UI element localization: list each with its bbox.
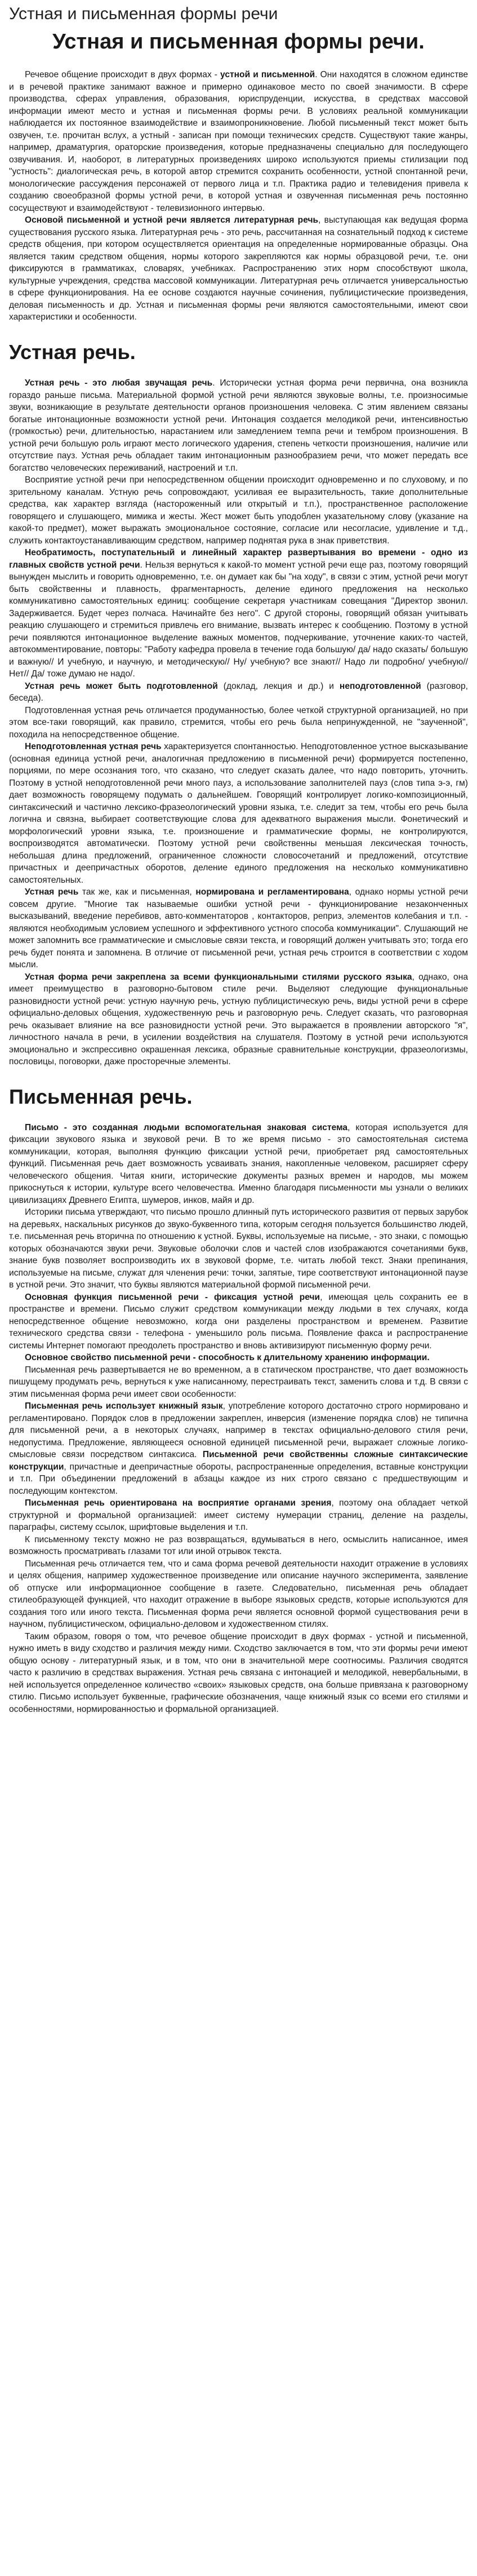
text-run: , причастные и деепричастные обороты, распространенные определения, вставные конструкции и т.п. При объединении предложений в абзацы каждое из них строго связано с предшествующим и последующим контекстом. bbox=[9, 1462, 468, 1496]
paragraph bbox=[9, 214, 468, 324]
paragraph bbox=[9, 377, 468, 474]
bold-phrase: Устная речь может быть подготовленной bbox=[25, 681, 218, 691]
text-run: , имеющая цель сохранить ее в пространстве и времени. Письмо служит средством коммуникации между людьми в тех случаях, когда непосредственное общение невозможно, когда они разделены пространством и временем. Развитие технического средства связи - телефона - уменьшило роль письма. Появление факса и распространение системы Интернет помогают преодолеть пространство и вновь активизируют письменную форму речи. bbox=[9, 1292, 468, 1351]
intro-section bbox=[9, 69, 468, 324]
bold-phrase: Устная речь bbox=[25, 887, 79, 897]
paragraph bbox=[9, 1534, 468, 1558]
text-run: . Нельзя вернуться к какой-то момент устной речи еще раз, поэтому говорящий вынужден мыслить и говорить одновременно, т.е. он думает как бы "на ходу", в связи с этим, устной речи могут быть свойственны и плавность, фрагментарность, деление единого предложения на несколько коммуникативно самостоятельных единиц: сообщение секретаря участникам совещания "Директор звонил. Задерживается. Будет через полчаса. Начинайте без него". С другой стороны, говорящий обязан учитывать реакцию слушающего и стремиться привлечь его внимание, вызвать интерес к сообщению. Поэтому в устной речи появляются интонационное выделение важных моментов, подчеркивание, уточнение каких-то частей, автокомментирование, повторы: "Работу кафедра провела в течение года большую/ да/ надо сказать/ большую и важную// И учебную, и научную, и методическую// Ну/ учебную? все знают// Надо ли подробно/ учебную// Нет// Да/ тоже думаю не надо/. bbox=[9, 560, 468, 679]
paragraph bbox=[9, 971, 468, 1068]
bold-phrase: Основой письменной и устной речи является литературная речь bbox=[25, 215, 319, 225]
paragraph bbox=[9, 1364, 468, 1401]
paragraph bbox=[9, 1558, 468, 1631]
paragraph bbox=[9, 547, 468, 680]
paragraph bbox=[9, 741, 468, 886]
text-run: , однако, она имеет преимущество в разговорно-бытовом стиле речи. Выделяют следующие функциональные разновидности устной речи: устную научную речь, устную публицистическую речь, виды устной речи в сфере официально-деловых общения, художественную речь и разговорную речь. Следует сказать, что разговорная речь оказывает влияние на все разновидности устной речи. Это выражается в проявлении авторского "я", личностного начала в речи, в усилении воздействия на слушателя. Поэтому в устной речи используются эмоционально и экспрессивно окрашенная лексика, образные сравнительные конструкции, фразеологизмы, пословицы, поговорки, даже просторечные элементы. bbox=[9, 972, 468, 1067]
text-run: Таким образом, говоря о том, что речевое общение происходит в двух формах - устной и письменной, нужно иметь в виду сходство и различия между ними. Сходство заключается в том, что эти формы речи имеют общую основу - литературный язык, и в том, что они в значительной мере соотносимы. Различия сводятся часто к различию в средствах выражения. Устная речь связана с интонацией и мелодикой, невербальными, в ней используется определенное количество «своих» языковых средств, она больше привязана к разговорному стилю. Письмо использует буквенные, графические обозначения, чаще книжный язык со всеми его стилями и особенностями, нормированностью и формальной организацией. bbox=[9, 1631, 468, 1714]
text-run: К письменному тексту можно не раз возвращаться, вдумываться в него, осмыслить написанное, имея возможность просматривать глазами тот или иной отрывок текста. bbox=[9, 1534, 468, 1557]
paragraph bbox=[9, 1497, 468, 1534]
bold-phrase: Письменная речь ориентирована на восприятие органами зрения bbox=[25, 1498, 332, 1508]
bold-phrase: устной и письменной bbox=[220, 70, 315, 80]
paragraph bbox=[9, 886, 468, 971]
bold-phrase: Письменной речи свойственны сложные синтаксические конструкции bbox=[9, 1450, 468, 1472]
text-run: Речевое общение происходит в двух формах - bbox=[25, 70, 221, 80]
bold-phrase: Устная речь - это любая звучащая речь bbox=[25, 378, 213, 388]
bold-phrase: Неподготовленная устная речь bbox=[25, 742, 162, 752]
bold-phrase: неподготовленной bbox=[339, 681, 421, 691]
bold-phrase: Основное свойство письменной речи - способность к длительному хранению информации. bbox=[25, 1353, 430, 1363]
bold-phrase: Письмо - это созданная людьми вспомогательная знаковая система bbox=[25, 1122, 348, 1132]
text-run: характеризуется спонтанностью. Неподготовленное устное высказывание (основная единица устной речи, аналогичная предложению в письменной речи) формируется постепенно, порциями, по мере осознания того, что сказано, что следует сказать далее, что надо повторить, уточнить. Поэтому в устной неподготовленной речи много пауз, а использование заполнителей пауз (слов типа э-э, гм) дает возможность говорящему подумать о дальнейшем. Говорящий контролирует логико-композиционный, синтаксический и частично лексико-фразеологический уровни языка, т.е. следит за тем, чтобы его речь была логична и связна, выбирает соответствующие слова для адекватного выражения мысли. Фонетический и морфологический уровни языка, т.е. произношение и грамматические формы, не контролируются, воспроизводятся автоматически. Поэтому устной речи свойственны меньшая лексическая точность, небольшая длина предложений, ограниченное сложности словосочетаний и предложений, отсутствие причастных и деепричастных оборотов, деление единого предложения на несколько коммуникативно самостоятельных. bbox=[9, 742, 468, 885]
text-run: . Исторически устная форма речи первична, она возникла гораздо раньше письма. Материальной формой устной речи являются звуковые волны, т.е. произносимые звуки, возникающие в результате деятельности органов произношения человека. С этим явлением связаны богатые интонационные возможности устной речи. Интонация создается мелодикой речи, интенсивностью (громкостью) речи, длительностью, нарастанием или замедлением темпа речи и тембром произношения. В устной речи большую роль играют место логического ударения, степень четкости произношения, наличие или отсутствие пауз. Устная речь обладает таким интонационным разнообразием речи, что может передать все богатство человеческих переживаний, настроений и т.п. bbox=[9, 378, 468, 473]
text-run: . Они находятся в сложном единстве и в речевой практике занимают важное и примерно одинаковое место по своей значимости. В сфере производства, сферах управления, образования, юриспруденции, искусства, в средствах массовой информации имеют место и устная и письменная формы речи. В условиях реальной коммуникации наблюдается их постоянное взаимодействие и взаимопроникновение. Любой письменный текст может быть озвучен, т.е. прочитан вслух, а устный - записан при помощи технических средств. Существуют такие жанры, например, драматургия, ораторские произведения, которые предназначены специально для последующего озвучивания. И, наоборот, в литературных произведениях широко используются приемы стилизации под "устность": диалогическая речь, в которой автор стремится сохранить особенности, устной спонтанной речи, монологические рассуждения персонажей от первого лица и т.п. Практика радио и телевидения привела к созданию своеобразной формы устной речи, в которой устная и озвученная письменная речь постоянно сосуществуют и взаимодействуют - телевизионного интервью. bbox=[9, 70, 468, 213]
bold-phrase: Письменная речь использует книжный язык bbox=[25, 1401, 223, 1411]
text-run: , поэтому она обладает четкой структурной и формальной организацией: имеет систему нумерации страниц, деление на разделы, параграфы, систему ссылок, шрифтовые выделения и т.п. bbox=[9, 1498, 468, 1533]
text-run: (разговор, беседа). bbox=[9, 681, 468, 703]
paragraph bbox=[9, 1352, 468, 1364]
text-run: Восприятие устной речи при непосредственном общении происходит одновременно и по слуховому, и по зрительному каналам. Устную речь сопровождают, усиливая ее выразительность, такие дополнительные средства, как характер взгляда (настороженный или открытый и т.п.), пространственное расположение говорящего и слушающего, мимика и жесты. Жест может быть уподоблен указательному слову (указание на какой-то предмет), может выражать эмоциональное состояние, согласие или несогласие, удивление и т.д., служить контактоустанавливающим средством, например поднятая рука в знак приветствия. bbox=[9, 475, 468, 546]
text-run: , однако нормы устной речи совсем другие. "Многие так называемые ошибки устной речи - функционирование незаконченных высказываний, введение перебивов, авто-комментаторов , контакторов, реприз, элементов колебания и т.п. - являются необходимым условием успешного и эффективного устного способа коммуникации". Слушающий не может запомнить все грамматические и смысловые связи текста, и говорящий должен учитывать это; тогда его речь будет понята и запомнена. В отличие от письменной речи, устная речь строится в соответствии с ходом мысли. bbox=[9, 887, 468, 970]
oral-section-title: Устная речь. bbox=[9, 340, 136, 364]
text-run: так же, как и письменная, bbox=[78, 887, 196, 897]
paragraph bbox=[9, 1400, 468, 1497]
paragraph bbox=[9, 1631, 468, 1716]
paragraph bbox=[9, 474, 468, 547]
text-run: , выступающая как ведущая форма существования русского языка. Литературная речь - это речь, рассчитанная на сознательный подход к системе средств общения, при котором осуществляется ориентация на определенные нормированные образцы. Она является таким средством общения, нормы которого закрепляются как нормы образцовой речи, т.е. они фиксируются в грамматиках, словарях, учебниках. Распространению этих норм способствуют школа, культурные учреждения, средства массовой коммуникации. Литературная речь отличается универсальностью в сфере функционирования. На ее основе создаются научные сочинения, публицистические произведения, деловая письменность и др. Устная и письменная формы речи являются самостоятельными, имеют свои характеристики и особенности. bbox=[9, 215, 468, 322]
bold-phrase: Устная форма речи закреплена за всеми функциональными стилями русского языка bbox=[25, 972, 412, 982]
text-run: , употребление которого достаточно строго нормировано и регламентировано. Порядок слов в предложении закреплен, инверсия (изменение порядка слов) не типична для письменной речи, а в некоторых случаях, например в текстах официально-делового стиля речи, недопустима. Предложение, являющееся основной единицей письменной речи, выражает сложные логико-смысловые связи посредством синтаксиса. bbox=[9, 1401, 469, 1460]
text-run: Подготовленная устная речь отличается продуманностью, более четкой структурной организацией, но при этом все-таки говорящий, как правило, стремится, чтобы его речь была непринужденной, не "заученной", походила на непосредственное общение. bbox=[9, 705, 468, 740]
page-title: Устная и письменная формы речи. bbox=[52, 29, 425, 54]
paragraph bbox=[9, 1122, 468, 1207]
paragraph bbox=[9, 1291, 468, 1352]
paragraph bbox=[9, 705, 468, 741]
paragraph bbox=[9, 69, 468, 214]
text-run: (доклад, лекция и др.) и bbox=[217, 681, 340, 691]
paragraph bbox=[9, 680, 468, 705]
written-section-title: Письменная речь. bbox=[9, 1085, 193, 1108]
bold-phrase: Основная функция письменной речи - фиксация устной речи bbox=[25, 1292, 320, 1302]
oral-section bbox=[9, 377, 468, 1068]
text-run: Письменная речь развертывается не во временном, а в статическом пространстве, что дает возможность пишущему продумать речь, вернуться к уже написанному, перестраивать текст, заменить слова и т.д. В связи с этим письменная форма речи имеет свои особенности: bbox=[9, 1365, 468, 1399]
written-section bbox=[9, 1122, 468, 1716]
bold-phrase: нормирована и регламентирована bbox=[195, 887, 349, 897]
paragraph bbox=[9, 1206, 468, 1291]
text-run: , которая используется для фиксации звукового языка и звуковой речи. В то же время письмо - это самостоятельная система коммуникации, которая, выполняя функцию фиксации устной речи, приобретает ряд самостоятельных функций. Письменная речь дает возможность усваивать знания, накопленные человеком, расширяет сферу человеческого общения. Читая книги, исторические документы разных времен и народов, мы можем прикоснуться к истории, культуре всего человечества. Именно благодаря письменности мы узнали о великих цивилизациях Древнего Египта, шумеров, инков, майя и др. bbox=[9, 1122, 468, 1205]
tab-title: Устная и письменная формы речи bbox=[9, 5, 278, 23]
text-run: Письменная речь отличается тем, что и сама форма речевой деятельности находит отражение в условиях и целях общения, например художественное произведение или описание научного эксперимента, заявление об отпуске или информационное сообщение в газете. Следовательно, письменная речь обладает стилеобразующей функцией, что находит отражение в выборе языковых средств, которые используются для создания того или иного текста. Письменная форма речи является основной формой существования речи в научном, публицистическом, официально-деловом и художественном стилях. bbox=[9, 1559, 468, 1630]
bold-phrase: Необратимость, поступательный и линейный характер развертывания во времени - одно из главных свойств устной речи bbox=[9, 548, 468, 570]
text-run: Историки письма утверждают, что письмо прошло длинный путь исторического развития от первых зарубок на деревьях, наскальных рисунков до звуко-буквенного типа, которым сегодня пользуется большинство людей, т.е. письменная речь вторична по отношению к устной. Буквы, используемые на письме, - это знаки, с помощью которых обозначаются звуки речи. Звуковые оболочки слов и частей слов изображаются сочетаниями букв, знание букв позволяет воспроизводить их в звуковой форме, т.е. читать любой текст. Знаки препинания, используемые на письме, служат для членения речи: точки, запятые, тире соответствуют интонационной паузе в устной речи. Это значит, что буквы являются материальной формой письменной речи. bbox=[9, 1207, 468, 1290]
